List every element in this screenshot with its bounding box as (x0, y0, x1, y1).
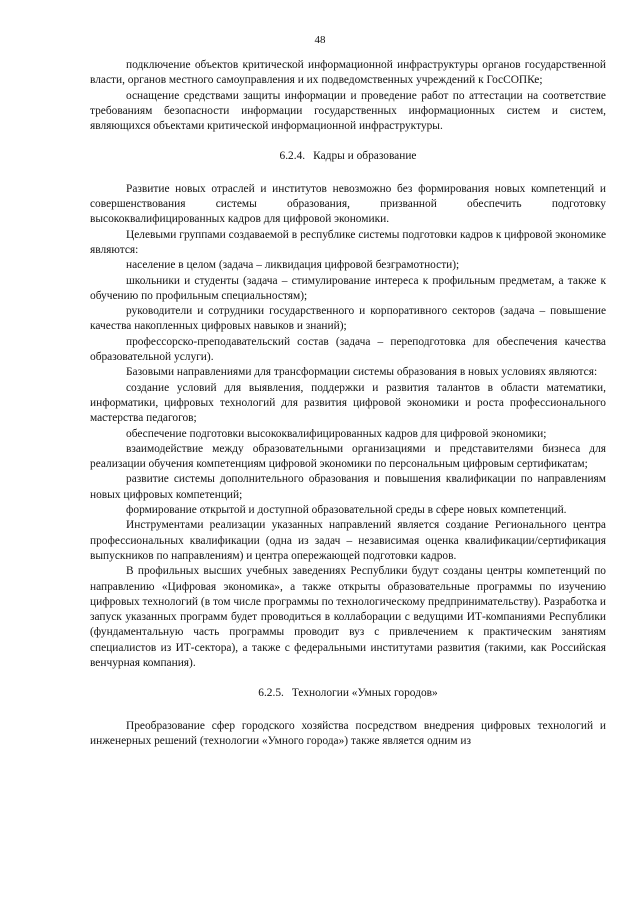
paragraph: школьники и студенты (задача – стимулирование интереса к профильным предметам, а также к обучению по профильным специальностям); (90, 274, 606, 302)
paragraph: обеспечение подготовки высококвалифицированных кадров для цифровой экономики; (126, 427, 547, 440)
paragraph: Целевыми группами создаваемой в республике системы подготовки кадров к цифровой экономике являются: (90, 228, 606, 256)
section-heading (90, 686, 606, 701)
paragraph: Преобразование сфер городского хозяйства посредством внедрения цифровых технологий и инженерных решений (технологии «Умного города») также является одним из (90, 719, 606, 747)
paragraph: создание условий для выявления, поддержки и развития талантов в области математики, информатики, цифровых технологий для развития цифровой экономики и роста профессионального мастерства педагогов; (90, 381, 606, 425)
section-number: 6.2.4. (279, 150, 306, 163)
paragraph: развитие системы дополнительного образования и повышения квалификации по направлениям новых цифровых компетенций; (90, 473, 606, 501)
paragraph: В профильных высших учебных заведениях Республики будут созданы центры компетенций по направлению «Цифровая экономика», а также открыты образовательные программы по изучению цифровых технологий (в том числе программы по технологическому предпринимательству). Разработка и запуск указанных программ будет проводиться в коллаборации с ведущими ИТ-компаниями Республики (фундаментальную часть программы проводит вуз с привлечением к практическим занятиям специалистов из ИТ-сектора), а также с федеральными институтами развития (такими, как Российская венчурная компания). (90, 565, 606, 669)
paragraph: профессорско-преподавательский состав (задача – переподготовка для обеспечения качества образовательной услуги). (90, 335, 606, 364)
page-number: 48 (314, 34, 326, 46)
section-title: Технологии «Умных городов» (291, 687, 438, 700)
section-title: Кадры и образование (313, 150, 417, 163)
section-heading (90, 149, 606, 164)
paragraph: взаимодействие между образовательными организациями и представителями бизнеса для реализации обучения компетенциям цифровой экономики по персональным цифровым сертификатам; (90, 442, 606, 471)
paragraph: Базовыми направлениями для трансформации системы образования в новых условиях являются: (126, 366, 598, 379)
paragraph: руководители и сотрудники государственного и корпоративного секторов (задача – повышение качества накопленных цифровых навыков и знаний); (90, 305, 606, 333)
paragraph: формирование открытой и доступной образовательной среды в сфере новых компетенций. (126, 504, 567, 517)
section-number: 6.2.5. (258, 687, 284, 700)
paragraph: подключение объектов критической информационной инфраструктуры органов государственной власти, органов местного самоуправления и их подведомственных учреждений к ГосСОПКе; (90, 59, 606, 87)
paragraph: оснащение средствами защиты информации и проведение работ по аттестации на соответствие требованиям безопасности информации государственных информационных систем и систем, являющихся объектами критической информационной инфраструктуры. (90, 89, 606, 133)
paragraph: Развитие новых отраслей и институтов невозможно без формирования новых компетенций и совершенствования системы образования, призванной обеспечить подготовку высококвалифицированных кадров для цифровой экономики. (90, 182, 606, 226)
paragraph: население в целом (задача – ликвидация цифровой безграмотности); (126, 259, 460, 272)
document-body (90, 58, 606, 749)
paragraph: Инструментами реализации указанных направлений является создание Регионального центра профессиональных квалификации (одна из задач – независимая оценка квалификации/сертификация выпускников по направлениям) и центра опережающей подготовки кадров. (90, 519, 606, 562)
